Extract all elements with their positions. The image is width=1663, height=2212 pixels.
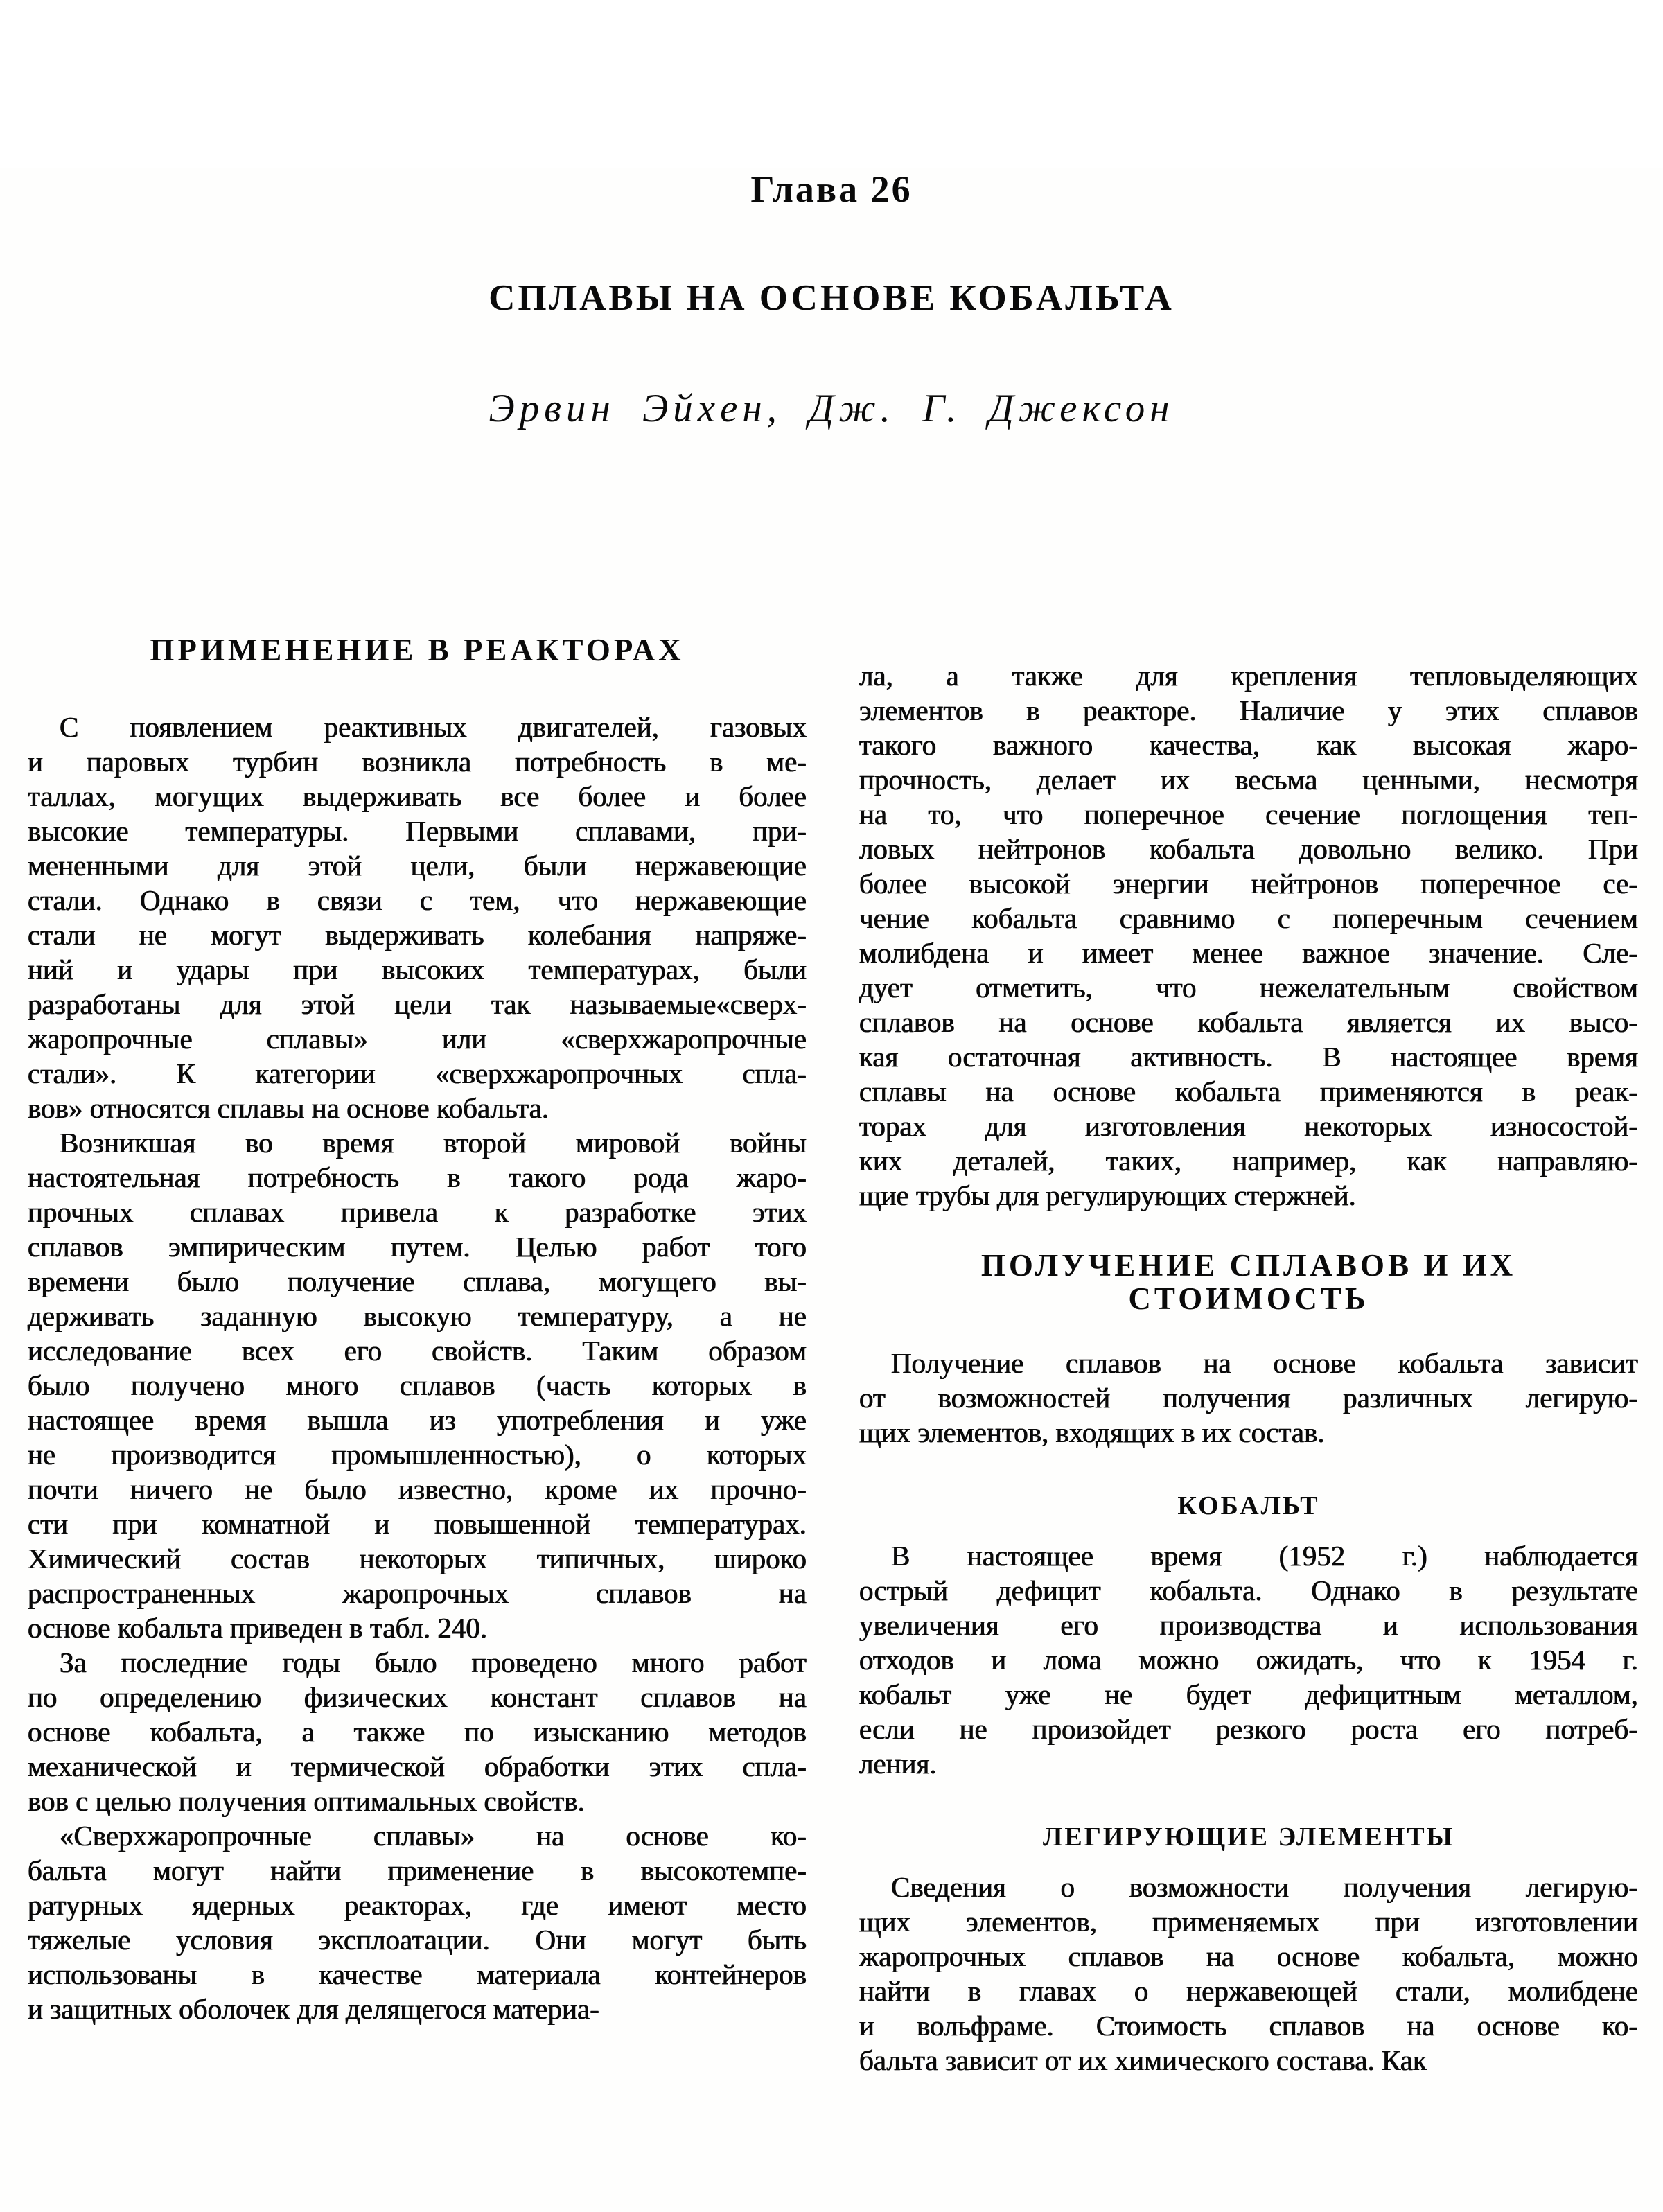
text-line: найти в главах о нержавеющей стали, молибдене bbox=[859, 1975, 1638, 2007]
text-line: вов с целью получения оптимальных свойств. bbox=[28, 1785, 585, 1817]
text-line: и вольфраме. Стоимость сплавов на основе ко- bbox=[859, 2010, 1638, 2042]
authors-line: Эрвин Эйхен, Дж. Г. Джексон bbox=[489, 387, 1174, 430]
text-line: ловых нейтронов кобальта довольно велико. При bbox=[859, 833, 1638, 865]
text-line: разработаны для этой цели так называемые«сверх- bbox=[28, 988, 807, 1020]
text-columns bbox=[28, 624, 1638, 2078]
text-line: исследование всех его свойств. Таким образом bbox=[28, 1335, 807, 1367]
text-line: кобальт уже не будет дефицитным металлом, bbox=[859, 1678, 1638, 1710]
text-line: элементов в реакторе. Наличие у этих сплавов bbox=[859, 694, 1638, 726]
text-line: и паровых турбин возникла потребность в ме- bbox=[28, 746, 807, 778]
text-line: щих элементов, входящих в их состав. bbox=[859, 1416, 1325, 1448]
text-line: от возможностей получения различных легирую- bbox=[859, 1382, 1638, 1414]
paragraph bbox=[28, 1125, 807, 1645]
paragraph bbox=[859, 1538, 1638, 1781]
paragraph bbox=[859, 1870, 1638, 2078]
text-line: «Сверхжаропрочные сплавы» на основе ко- bbox=[60, 1820, 807, 1852]
text-line: сплавов на основе кобальта является их высо- bbox=[859, 1006, 1638, 1038]
text-line: прочных сплавах привела к разработке этих bbox=[28, 1196, 807, 1228]
text-line: острый дефицит кобальта. Однако в результате bbox=[859, 1574, 1638, 1606]
text-line: бальта могут найти применение в высокотемпе- bbox=[28, 1854, 807, 1886]
text-line: прочность, делает их весьма ценными, несмотря bbox=[859, 764, 1638, 796]
text-line: более высокой энергии нейтронов поперечное се- bbox=[859, 868, 1638, 899]
chapter-label: Глава 26 bbox=[750, 168, 913, 210]
text-line: на то, что поперечное сечение поглощения теп- bbox=[859, 798, 1638, 830]
text-line: Возникшая во время второй мировой войны bbox=[60, 1127, 807, 1159]
text-line: чение кобальта сравнимо с поперечным сечением bbox=[859, 902, 1638, 934]
text-line: ний и удары при высоких температурах, были bbox=[28, 954, 807, 985]
text-line: Сведения о возможности получения легирую- bbox=[891, 1871, 1638, 1903]
text-line: увеличения его производства и использования bbox=[859, 1609, 1638, 1641]
text-line: вов» относятся сплавы на основе кобальта. bbox=[28, 1092, 549, 1124]
text-line: и защитных оболочек для делящегося материа- bbox=[28, 1993, 599, 2025]
paragraph bbox=[859, 1346, 1638, 1450]
text-line: щие трубы для регулирующих стержней. bbox=[859, 1179, 1356, 1211]
paragraph bbox=[859, 658, 1638, 1213]
text-line: стали». К категории «сверхжаропрочных спла- bbox=[28, 1057, 807, 1089]
text-line: если не произойдет резкого роста его потреб- bbox=[859, 1713, 1638, 1745]
text-line: дует отметить, что нежелательным свойством bbox=[859, 972, 1638, 1003]
text-line: таллах, могущих выдерживать все более и более bbox=[28, 780, 807, 812]
sub-heading: ЛЕГИРУЮЩИЕ ЭЛЕМЕНТЫ bbox=[1043, 1823, 1454, 1852]
text-line: торах для изготовления некоторых износостой- bbox=[859, 1110, 1638, 1142]
text-line: было получено много сплавов (часть которых в bbox=[28, 1369, 807, 1401]
text-line: тяжелые условия эксплоатации. Они могут быть bbox=[28, 1924, 807, 1956]
text-line: Химический состав некоторых типичных, широко bbox=[28, 1543, 807, 1574]
text-line: жаропрочных сплавов на основе кобальта, можно bbox=[859, 1940, 1638, 1972]
text-line: жаропрочные сплавы» или «сверхжаропрочные bbox=[28, 1023, 807, 1055]
text-line: основе кобальта, а также по изысканию методов bbox=[28, 1716, 807, 1748]
text-line: ления. bbox=[859, 1748, 937, 1780]
section-heading: ПРИМЕНЕНИЕ В РЕАКТОРАХ bbox=[150, 633, 685, 667]
text-line: времени было получение сплава, могущего вы- bbox=[28, 1265, 807, 1297]
paragraph bbox=[28, 710, 807, 1125]
right-column bbox=[859, 624, 1638, 2078]
text-line: сплавов эмпирическим путем. Целью работ того bbox=[28, 1231, 807, 1263]
text-line: такого важного качества, как высокая жаро- bbox=[859, 729, 1638, 761]
text-line: не производится промышленностью), о которых bbox=[28, 1439, 807, 1471]
text-line: С появлением реактивных двигателей, газовых bbox=[60, 711, 807, 743]
section-heading: ПОЛУЧЕНИЕ СПЛАВОВ И ИХ СТОИМОСТЬ bbox=[980, 1248, 1517, 1316]
paragraph bbox=[28, 1645, 807, 1818]
text-line: сти при комнатной и повышенной температурах. bbox=[28, 1508, 807, 1540]
sub-heading: КОБАЛЬТ bbox=[1177, 1491, 1320, 1520]
text-line: ла, а также для крепления тепловыделяющих bbox=[859, 660, 1638, 692]
text-line: кая остаточная активность. В настоящее время bbox=[859, 1041, 1638, 1073]
text-line: отходов и лома можно ожидать, что к 1954 г. bbox=[859, 1644, 1638, 1676]
text-line: ких деталей, таких, например, как направляю- bbox=[859, 1145, 1638, 1177]
text-line: ратурных ядерных реакторах, где имеют место bbox=[28, 1889, 807, 1921]
text-line: стали не могут выдерживать колебания напряже- bbox=[28, 919, 807, 951]
left-column bbox=[28, 624, 807, 2078]
text-line: За последние годы было проведено много работ bbox=[60, 1647, 807, 1678]
text-line: по определению физических констант сплавов на bbox=[28, 1681, 807, 1713]
text-line: стали. Однако в связи с тем, что нержавеющие bbox=[28, 884, 807, 916]
text-line: Получение сплавов на основе кобальта зависит bbox=[891, 1347, 1638, 1379]
text-line: настоятельная потребность в такого рода жаро- bbox=[28, 1161, 807, 1193]
text-line: мененными для этой цели, были нержавеющие bbox=[28, 850, 807, 881]
text-line: настоящее время вышла из употребления и уже bbox=[28, 1404, 807, 1436]
page-title: СПЛАВЫ НА ОСНОВЕ КОБАЛЬТА bbox=[489, 278, 1174, 318]
text-line: держивать заданную высокую температуру, а не bbox=[28, 1300, 807, 1332]
text-line: щих элементов, применяемых при изготовлении bbox=[859, 1906, 1638, 1938]
text-line: механической и термической обработки этих спла- bbox=[28, 1750, 807, 1782]
text-line: почти ничего не было известно, кроме их прочно- bbox=[28, 1473, 807, 1505]
text-line: использованы в качестве материала контейнеров bbox=[28, 1958, 807, 1990]
paragraph bbox=[28, 1818, 807, 2026]
text-line: высокие температуры. Первыми сплавами, при- bbox=[28, 815, 807, 847]
text-line: молибдена и имеет менее важное значение. Сле- bbox=[859, 937, 1638, 969]
text-line: бальта зависит от их химического состава. Как bbox=[859, 2044, 1427, 2076]
text-line: В настоящее время (1952 г.) наблюдается bbox=[891, 1540, 1638, 1572]
text-line: сплавы на основе кобальта применяются в реак- bbox=[859, 1076, 1638, 1107]
book-page bbox=[0, 168, 1663, 2212]
text-line: основе кобальта приведен в табл. 240. bbox=[28, 1612, 488, 1644]
text-line: распространенных жаропрочных сплавов на bbox=[28, 1577, 807, 1609]
